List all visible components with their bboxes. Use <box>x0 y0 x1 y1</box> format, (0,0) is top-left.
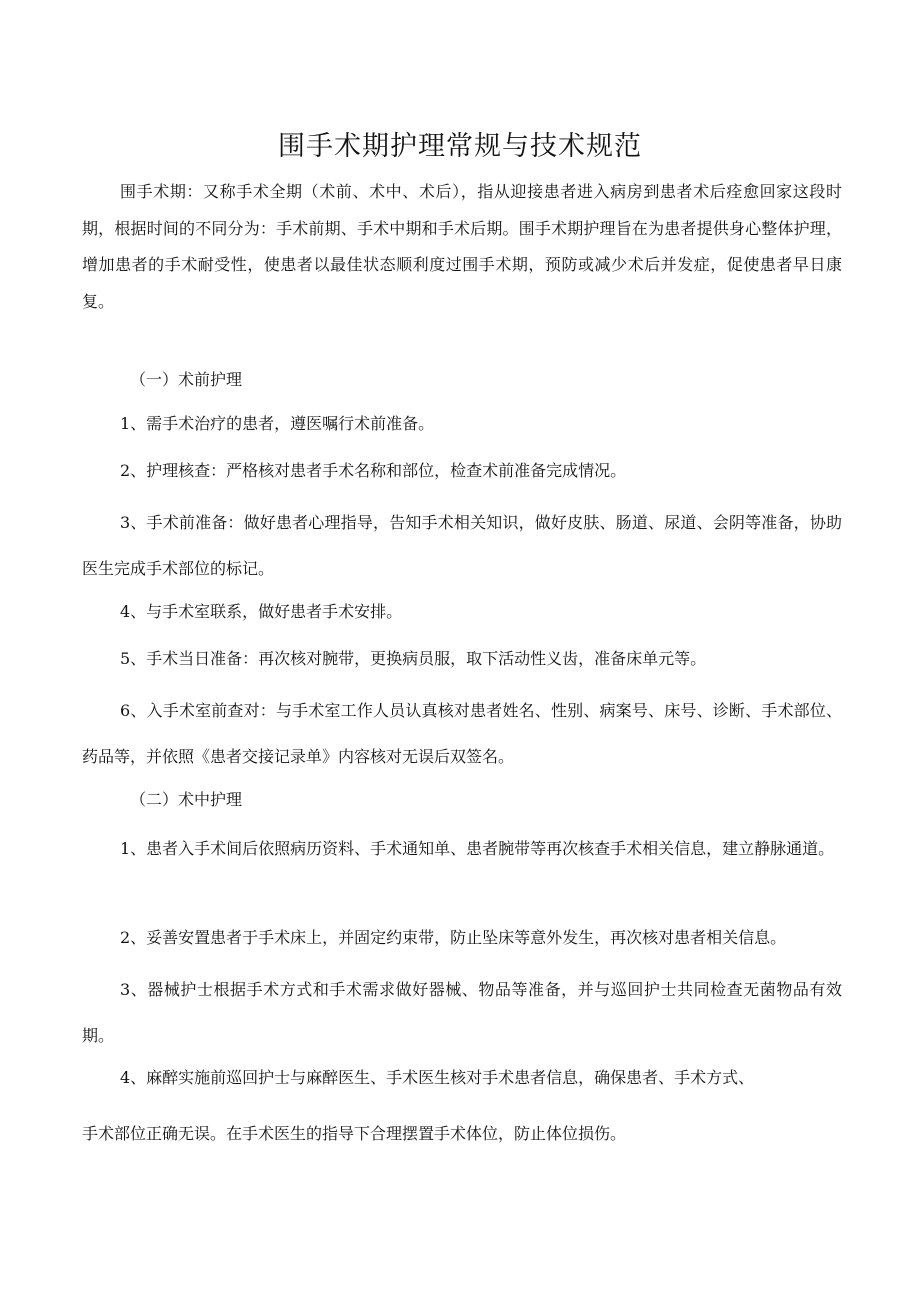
preop-item-1: 1、需手术治疗的患者，遵医嘱行术前准备。 <box>120 414 435 433</box>
intro-paragraph: 围手术期：又称手术全期（术前、术中、术后），指从迎接患者进入病房到患者术后痊愈回家这段时期，根据时间的不同分为：手术前期、手术中期和手术后期。围手术期护理旨在为患者提供身心整体护理，增加患者的手术耐受性，使患者以最佳状态顺利度过围手术期，预防或减少术后并发症，促使患者早日康复。 <box>82 182 842 311</box>
preop-item-5: 5、手术当日准备：再次核对腕带，更换病员服，取下活动性义齿，准备床单元等。 <box>120 649 707 668</box>
intraop-item-3: 3、器械护士根据手术方式和手术需求做好器械、物品等准备，并与巡回护士共同检查无菌物品有效期。 <box>82 980 842 1045</box>
preop-item-2: 2、护理核查：严格核对患者手术名称和部位，检查术前准备完成情况。 <box>120 461 627 480</box>
intraop-item-4-line-1: 4、麻醉实施前巡回护士与麻醉医生、手术医生核对手术患者信息，确保患者、手术方式、 <box>120 1068 755 1087</box>
preop-item-4: 4、与手术室联系，做好患者手术安排。 <box>120 602 403 621</box>
preop-item-6: 6、入手术室前查对：与手术室工作人员认真核对患者姓名、性别、病案号、床号、诊断、手术部位、药品等，并依照《患者交接记录单》内容核对无误后双签名。 <box>82 701 842 766</box>
section-heading-intraoperative: （二）术中护理 <box>130 790 243 809</box>
intraop-item-4-line-2: 手术部位正确无误。在手术医生的指导下合理摆置手术体位，防止体位损伤。 <box>82 1124 627 1143</box>
section-heading-preoperative: （一）术前护理 <box>130 370 243 389</box>
intraop-item-2: 2、妥善安置患者于手术床上，并固定约束带，防止坠床等意外发生，再次核对患者相关信息。 <box>120 928 787 947</box>
preop-item-3: 3、手术前准备：做好患者心理指导，告知手术相关知识，做好皮肤、肠道、尿道、会阴等准备，协助医生完成手术部位的标记。 <box>82 513 842 578</box>
document-title: 围手术期护理常规与技术规范 <box>278 131 642 162</box>
intraop-item-1: 1、患者入手术间后依照病历资料、手术通知单、患者腕带等再次核查手术相关信息，建立静脉通道。 <box>120 839 835 858</box>
